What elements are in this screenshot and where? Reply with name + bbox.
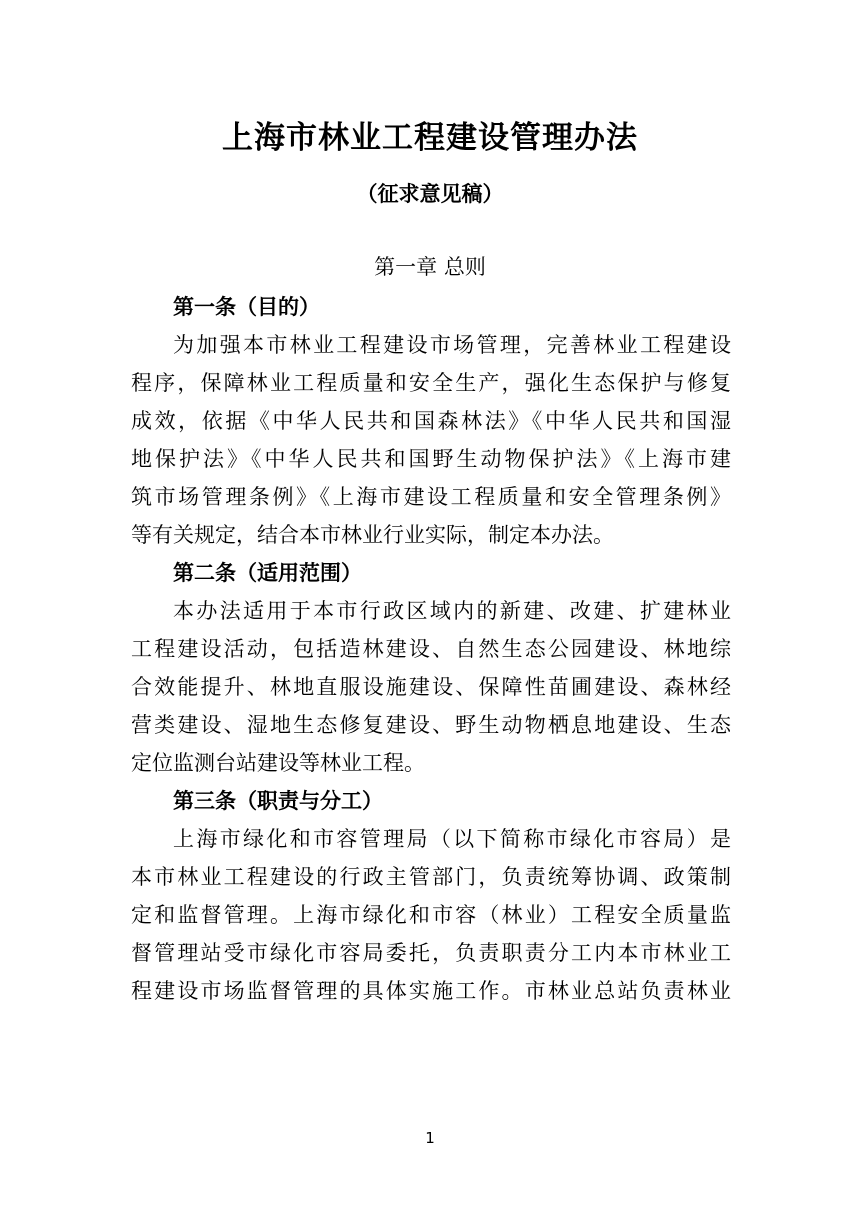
document-title: 上海市林业工程建设管理办法: [222, 120, 638, 156]
paragraph-line: 地保护法》《中华人民共和国野生动物保护法》《上海市建: [131, 447, 731, 471]
paragraph-line: 合效能提升、林地直服设施建设、保障性苗圃建设、森林经: [131, 675, 731, 699]
paragraph-line: 定位监测台站建设等林业工程。: [131, 751, 425, 775]
paragraph-line: 本市林业工程建设的行政主管部门，负责统筹协调、政策制: [131, 865, 731, 889]
paragraph-line: 上海市绿化和市容管理局（以下简称市绿化市容局）是: [173, 827, 731, 851]
article-3: [131, 782, 731, 1010]
document-body: [131, 288, 731, 1010]
article-heading: 第三条（职责与分工）: [173, 789, 383, 813]
article-2: [131, 554, 731, 782]
paragraph-line: 筑市场管理条例》《上海市建设工程质量和安全管理条例》: [131, 485, 731, 509]
paragraph-line: 本办法适用于本市行政区域内的新建、改建、扩建林业: [173, 599, 731, 623]
paragraph-line: 成效，依据《中华人民共和国森林法》《中华人民共和国湿: [131, 409, 731, 433]
document-subtitle: （征求意见稿）: [356, 182, 504, 206]
article-heading: 第二条（适用范围）: [173, 561, 362, 585]
paragraph-line: 等有关规定，结合本市林业行业实际，制定本办法。: [131, 523, 614, 547]
chapter-heading: 第一章 总则: [374, 255, 486, 279]
paragraph-line: 程序，保障林业工程质量和安全生产，强化生态保护与修复: [131, 371, 731, 395]
article-heading: 第一条（目的）: [173, 295, 320, 319]
paragraph-line: 营类建设、湿地生态修复建设、野生动物栖息地建设、生态: [131, 713, 731, 737]
article-paragraph: [131, 326, 731, 554]
paragraph-line: 督管理站受市绿化市容局委托，负责职责分工内本市林业工: [131, 941, 731, 965]
page-number: 1: [425, 1129, 435, 1147]
article-paragraph: [131, 820, 731, 1010]
paragraph-line: 程建设市场监督管理的具体实施工作。市林业总站负责林业: [131, 979, 731, 1003]
article-paragraph: [131, 592, 731, 782]
paragraph-line: 为加强本市林业工程建设市场管理，完善林业工程建设: [173, 333, 731, 357]
paragraph-line: 定和监督管理。上海市绿化和市容（林业）工程安全质量监: [131, 903, 731, 927]
paragraph-line: 工程建设活动，包括造林建设、自然生态公园建设、林地综: [131, 637, 731, 661]
article-1: [131, 288, 731, 554]
